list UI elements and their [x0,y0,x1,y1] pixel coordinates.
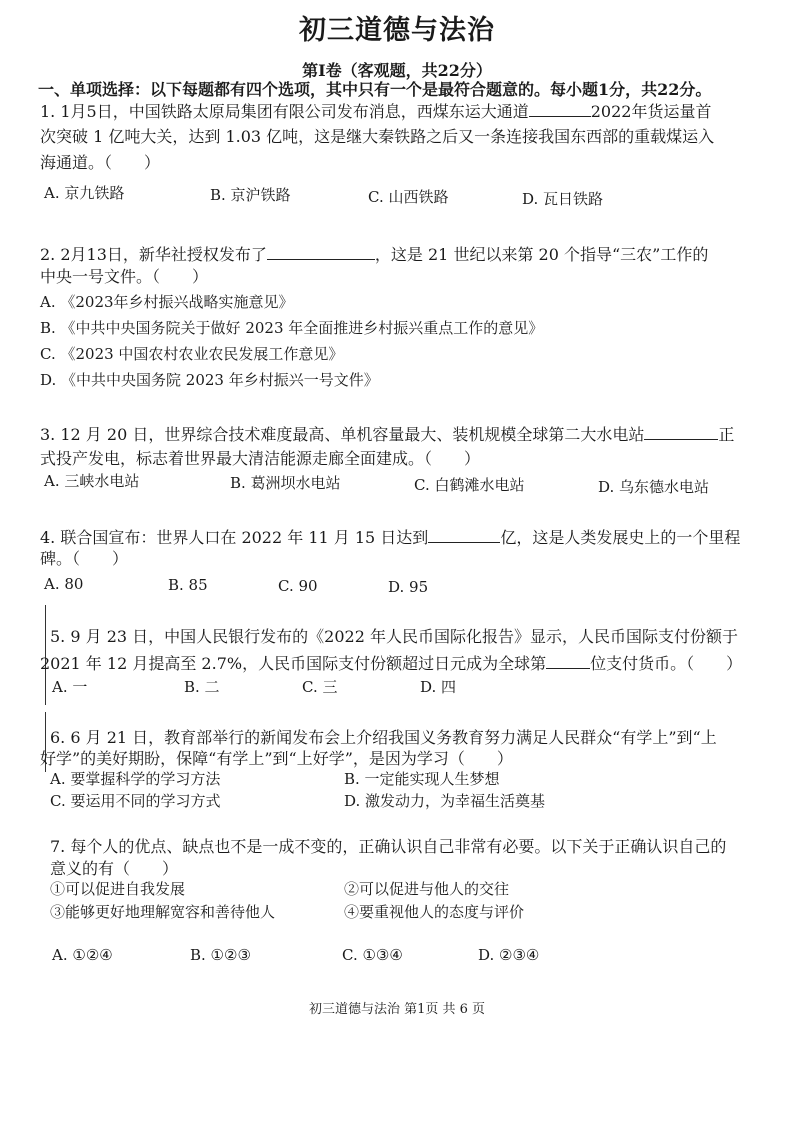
question-5-line-2: 2021 年 12 月提高至 2.7%，人民币国际支付份额超过日元成为全球第 位支付货币。（ ） [40,654,743,673]
question-1-line-1: 1. 1月5日，中国铁路太原局集团有限公司发布消息，西煤东运大通道 2022年货运量首 [40,102,712,121]
page-title: 初三道德与法治 [299,15,495,46]
question-1-line-2: 次突破 1 亿吨大关，达到 1.03 亿吨，这是继大秦铁路之后又一条连接我国东西部的重载煤运入 [40,127,715,146]
question-5-line-1: 5. 9 月 23 日，中国人民银行发布的《2022 年人民币国际化报告》显示，人民币国际支付份额于 [50,627,738,646]
q4-option-a: A. 80 [44,575,84,593]
q5-option-d: D. 四 [420,678,457,696]
q5-option-c: C. 三 [302,678,338,696]
q2-option-b: B. 《中共中央国务院关于做好 2023 年全面推进乡村振兴重点工作的意见》 [40,319,544,337]
q3-option-d: D. 乌东德水电站 [598,478,710,496]
q5-option-b: B. 二 [184,678,220,696]
question-4-line-1: 4. 联合国宣布：世界人口在 2022 年 11 月 15 日达到 亿，这是人类发展史上的一个里程 [40,528,741,547]
answer-blank [644,423,718,440]
q2-option-d: D. 《中共中央国务院 2023 年乡村振兴一号文件》 [40,371,379,389]
section-heading: 一、单项选择：以下每题都有四个选项，其中只有一个是最符合题意的。每小题1分，共22分。 [38,80,712,99]
q7-item-3: ③能够更好地理解宽容和善待他人 [50,903,276,921]
answer-blank [428,526,500,543]
q3-option-c: C. 白鹤滩水电站 [414,476,525,494]
q6-option-c: C. 要运用不同的学习方式 [50,792,221,810]
q1-option-c: C. 山西铁路 [368,188,449,206]
q1-option-d: D. 瓦日铁路 [522,190,604,208]
q7-item-2: ②可以促进与他人的交往 [344,880,510,898]
answer-blank [267,243,375,260]
page-footer: 初三道德与法治 第1页 共 6 页 [308,1002,486,1017]
question-6-line-2: 好学”的美好期盼，保障“有学上”到“上好学”，是因为学习（ ） [40,749,513,768]
question-2-line-2: 中央一号文件。（ ） [40,267,209,286]
question-3-line-2: 式投产发电，标志着世界最大清洁能源走廊全面建成。（ ） [40,449,481,468]
q3-option-a: A. 三峡水电站 [44,472,140,490]
q2-option-c: C. 《2023 中国农村农业农民发展工作意见》 [40,345,344,363]
question-4-line-2: 碑。（ ） [40,549,129,568]
q1-option-b: B. 京沪铁路 [210,186,291,204]
q7-item-1: ①可以促进自我发展 [50,880,186,898]
question-7-line-1: 7. 每个人的优点、缺点也不是一成不变的，正确认识自己非常有必要。以下关于正确认识自己的 [50,837,727,856]
answer-blank [529,100,591,117]
question-3-line-1: 3. 12 月 20 日，世界综合技术难度最高、单机容量最大、装机规模全球第二大水电站 正 [40,425,735,444]
q4-option-b: B. 85 [168,576,208,594]
q6-option-d: D. 激发动力，为幸福生活奠基 [344,792,546,810]
answer-blank [546,652,590,669]
q4-option-c: C. 90 [278,577,318,595]
q5-option-a: A. 一 [52,678,88,696]
question-1-line-3: 海通道。（ ） [40,153,161,172]
question-2-line-1: 2. 2月13日，新华社授权发布了 ，这是 21 世纪以来第 20 个指导“三农”工作的 [40,245,709,264]
question-6-line-1: 6. 6 月 21 日，教育部举行的新闻发布会上介绍我国义务教育努力满足人民群众“有学上”到“上 [50,728,717,747]
q1-option-a: A. 京九铁路 [44,184,125,202]
q7-item-4: ④要重视他人的态度与评价 [344,903,525,921]
q7-option-d: D. ②③④ [478,946,540,964]
q6-option-a: A. 要掌握科学的学习方法 [50,770,221,788]
q4-option-d: D. 95 [388,578,429,596]
q6-option-b: B. 一定能实现人生梦想 [344,770,500,788]
question-7-line-2: 意义的有（ ） [50,859,179,878]
q7-option-c: C. ①③④ [342,946,403,964]
q7-option-b: B. ①②③ [190,946,251,964]
q2-option-a: A. 《2023年乡村振兴战略实施意见》 [40,293,294,311]
paper-subtitle: 第Ⅰ卷（客观题，共22分） [302,61,492,80]
q7-option-a: A. ①②④ [52,946,113,964]
q3-option-b: B. 葛洲坝水电站 [230,474,341,492]
